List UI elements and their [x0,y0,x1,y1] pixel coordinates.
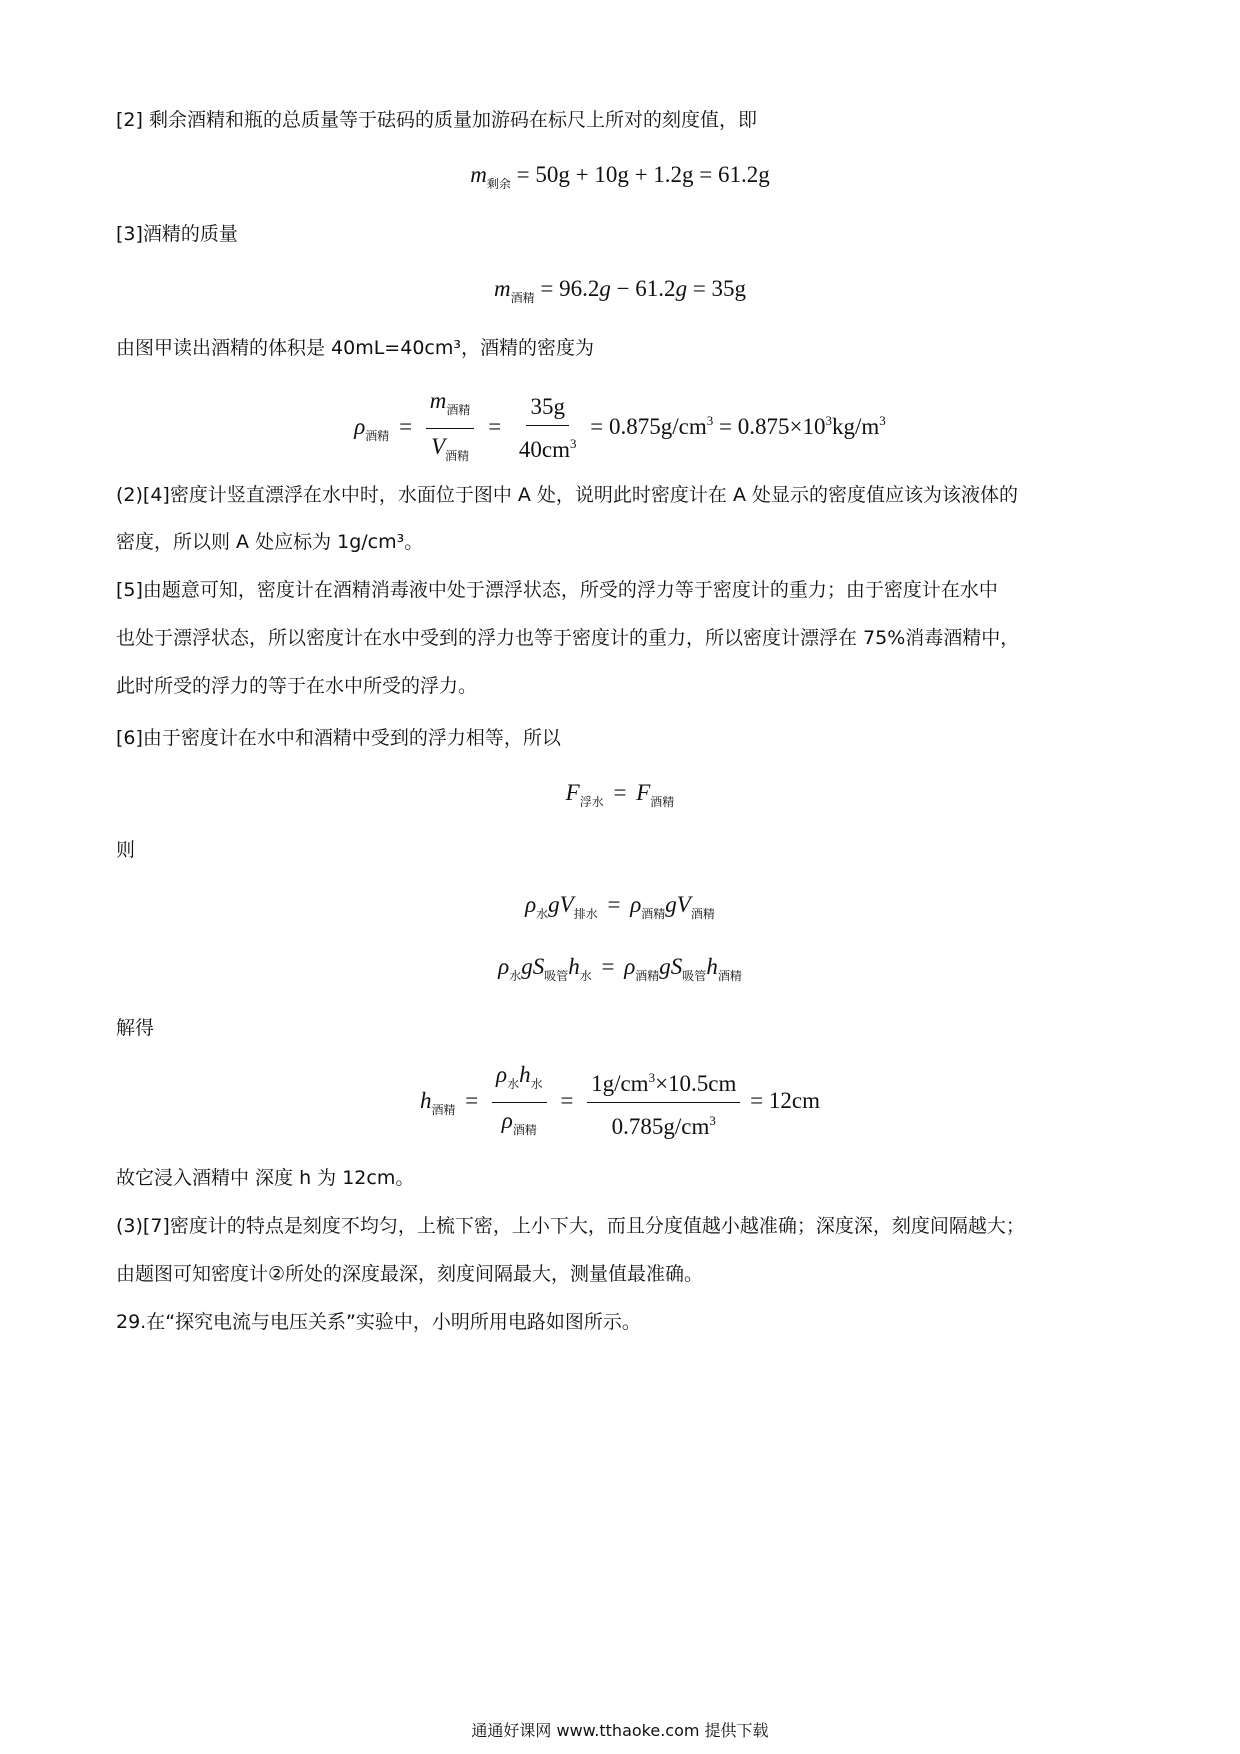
equation-remaining-mass [0,162,1240,192]
paragraph-solve: 解得 [116,1017,155,1039]
result-1-sup: 3 [706,412,714,428]
paragraph-7-line-2: 由题图可知密度计②所处的深度最深，刻度间隔最大，测量值最准确。 [116,1263,704,1285]
num-sub: 水 [507,1077,520,1091]
fraction-depth-values [587,1063,740,1142]
eq-lhs-sub: 浮水 [579,795,604,809]
paragraph-5-line-2: 也处于漂浮状态，所以密度计在水中受到的浮力也等于密度计的重力，所以密度计漂浮在 75%消毒酒精中， [116,627,1020,649]
den-var: V [431,434,446,459]
eq-lhs-sub: 酒精 [431,1102,456,1117]
result-1: = 0.875g/cm [590,413,707,439]
eq-unit: g [675,276,688,301]
eq-lhs: F [565,780,580,805]
question-29: 29.在“探究电流与电压关系”实验中，小明所用电路如图所示。 [116,1311,641,1333]
eq-sub: 吸管 [682,969,707,983]
fraction-mass-volume [426,386,475,471]
eq-sub: 排水 [573,907,598,921]
eq-sub: 吸管 [544,969,569,983]
paragraph-2: [2] 剩余酒精和瓶的总质量等于砝码的质量加游码在标尺上所对的刻度值，即 [116,109,757,131]
eq-rhs-sub: 酒精 [650,795,675,809]
paragraph-volume: 由图甲读出酒精的体积是 40mL=40cm³，酒精的密度为 [116,337,594,359]
eq-part: = 96.2 [540,276,600,301]
num-value: 1g/cm [591,1071,649,1096]
fraction-values [515,392,581,465]
paragraph-4-line-1: (2)[4]密度计竖直漂浮在水中时，水面位于图中 A 处，说明此时密度计在 A 处显示的密度值应该为该液体的 [116,484,1018,506]
fraction-depth-symbolic [492,1060,547,1145]
paragraph-7-line-1: (3)[7]密度计的特点是刻度不均匀，上梳下密，上小下大，而且分度值越小越准确；深度深，刻度间隔越大； [116,1215,1025,1237]
result-2: = 0.875×10 [719,413,826,439]
den-sub: 酒精 [445,449,470,463]
eq-sub: 酒精 [641,907,666,921]
eq-rho: ρ [354,413,366,439]
eq-lhs: h [420,1087,432,1113]
paragraph-5-line-3: 此时所受的浮力的等于在水中所受的浮力。 [116,675,478,697]
footer-credit: 通通好课网 www.tthaoke.com 提供下载 [471,1721,769,1740]
num-sub: 酒精 [446,403,471,417]
eq-part: − 61.2 [610,276,676,301]
paragraph-depth-conclusion: 故它浸入酒精中 深度 h 为 12cm。 [116,1167,415,1189]
num-term: ρ [496,1062,508,1087]
paragraph-then: 则 [116,839,136,861]
equation-displaced-volume [0,892,1240,922]
eq-part: = 35g [687,276,747,301]
eq-rhs: = 50g + 10g + 1.2g = 61.2g [516,162,770,187]
den-sub: 酒精 [512,1123,537,1137]
eq-term: g [548,892,560,917]
eq-term: ρ [498,954,510,979]
num-value-end: ×10.5cm [655,1071,737,1096]
eq-term: V [559,892,574,917]
den-value: 40cm [518,437,571,462]
num-term: h [519,1062,531,1087]
eq-rhs: F [636,780,651,805]
paragraph-5-line-1: [5]由题意可知，密度计在酒精消毒液中处于漂浮状态，所受的浮力等于密度计的重力；由于密度计在水中 [116,579,998,601]
eq-term: S [670,954,683,979]
eq-term: g [665,892,677,917]
eq-sub: 酒精 [690,907,715,921]
eq-var: m [470,162,487,187]
eq-term: g [659,954,671,979]
eq-term: h [706,954,718,979]
equation-depth-result: $h_{酒精}$ = $\frac{\rho_水h_水}{\rho_{酒精}}$ = $\frac{1g/cm^3\times 10.5cm}{0.785g/cm^3}$ = 12cm [0,1060,1240,1145]
eq-sub: 水 [579,969,592,983]
eq-term: V [676,892,691,917]
num-value: 35g [526,392,569,426]
eq-sub: 酒精 [717,969,742,983]
num-sup: 3 [648,1070,656,1085]
eq-equals: = [613,780,627,805]
equation-density: $\rho_{酒精}$ = $\frac{m_{酒精}}{V_{酒精}}$ = $\frac{35g}{40cm^3}$ = $0.875g/cm^3 = 0.875\times 10^3kg/m^3$ [0,386,1240,471]
equation-depth-relation [0,954,1240,984]
paragraph-3: [3]酒精的质量 [116,223,238,245]
eq-sub: 酒精 [365,428,390,443]
eq-sub: 酒精 [510,291,535,305]
eq-sub: 剩余 [486,177,511,191]
paragraph-4-line-2: 密度，所以则 A 处应标为 1g/cm³。 [116,531,424,553]
eq-equals: = [601,954,615,979]
equation-buoyancy [0,780,1240,810]
num-sub: 水 [530,1077,543,1091]
eq-term: h [568,954,580,979]
result-2-unit: kg/m [831,413,880,439]
eq-equals: = [607,892,621,917]
eq-term: ρ [525,892,537,917]
num-var: m [429,388,447,413]
eq-sub: 酒精 [635,969,660,983]
den-sup: 3 [709,1113,716,1128]
eq-term: g [521,954,533,979]
eq-sub: 水 [536,907,549,921]
den-term: ρ [501,1108,513,1133]
eq-term: S [532,954,545,979]
paragraph-6: [6]由于密度计在水中和酒精中受到的浮力相等，所以 [116,727,561,749]
result-2-sup: 3 [825,412,832,428]
result-2-sup2: 3 [879,412,886,428]
eq-sub: 水 [509,969,522,983]
equation-alcohol-mass [0,276,1240,306]
eq-term: ρ [630,892,642,917]
eq-var: m [493,276,511,301]
eq-unit: g [599,276,611,301]
eq-result: = 12cm [750,1087,820,1113]
den-value: 0.785g/cm [611,1114,710,1139]
eq-term: ρ [624,954,636,979]
den-sup: 3 [570,436,577,451]
